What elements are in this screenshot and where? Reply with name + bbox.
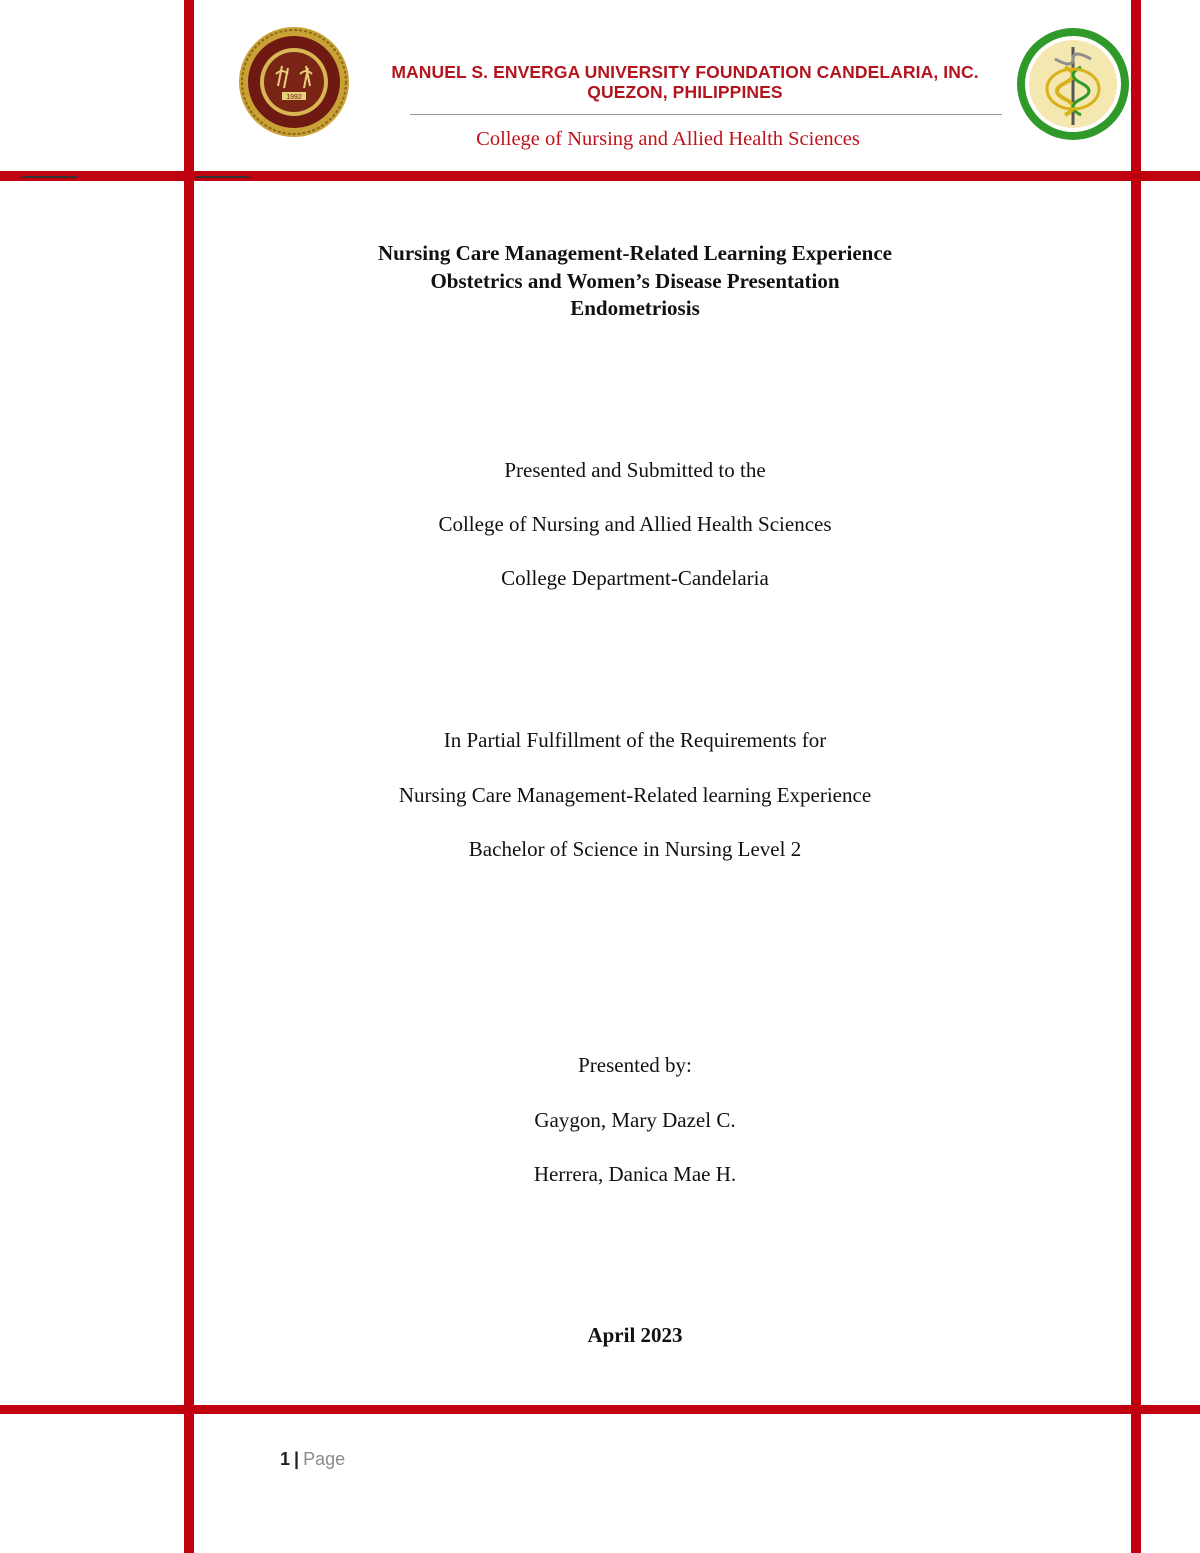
title-line: Obstetrics and Women’s Disease Presentation: [430, 268, 840, 293]
frame-tick: [1136, 98, 1138, 114]
document-date: April 2023: [587, 1323, 683, 1347]
presenter-name: Gaygon, Mary Dazel C.: [534, 1108, 736, 1132]
presented-by-label: Presented by:: [578, 1053, 692, 1077]
page-label: Page: [303, 1449, 346, 1469]
frame-tick: [1136, 1446, 1138, 1462]
header-rule-stub: [22, 176, 77, 178]
frame-tick: [1136, 1110, 1138, 1126]
document-title: [250, 240, 1020, 323]
frame-tick: [1136, 730, 1138, 746]
header-rule-stub: [195, 176, 250, 178]
frame-top-line: [0, 171, 1200, 181]
submission-line: College of Nursing and Allied Health Sciences: [438, 512, 832, 536]
submission-line: Presented and Submitted to the: [504, 458, 766, 482]
university-name: MANUEL S. ENVERGA UNIVERSITY FOUNDATION CANDELARIA, INC. QUEZON, PHILIPPINES: [391, 62, 979, 102]
presenter-name: Herrera, Danica Mae H.: [533, 1162, 737, 1186]
header-rule: [410, 114, 1002, 115]
frame-tick: [1136, 395, 1138, 411]
fulfillment-line: Bachelor of Science in Nursing Level 2: [468, 837, 802, 861]
frame-tick: [1136, 58, 1138, 74]
fulfillment-line: In Partial Fulfillment of the Requirements for: [443, 728, 827, 752]
frame-tick: [1136, 436, 1138, 452]
page-footer: [280, 1449, 345, 1470]
submission-line: College Department-Candelaria: [501, 566, 769, 590]
frame-bottom-line: [0, 1405, 1200, 1414]
title-line: Endometriosis: [570, 296, 700, 320]
frame-tick: [1136, 1068, 1138, 1084]
page-separator: |: [294, 1449, 300, 1469]
frame-tick: [1136, 771, 1138, 787]
frame-left-line: [184, 0, 194, 1553]
svg-text:1992: 1992: [286, 94, 302, 101]
college-heading: College of Nursing and Allied Health Sciences: [476, 128, 860, 150]
nursing-college-seal-logo: [1015, 27, 1131, 141]
page-number: 1: [280, 1449, 291, 1469]
fulfillment-line: Nursing Care Management-Related learning Experience: [398, 783, 872, 807]
title-line: Nursing Care Management-Related Learning Experience: [377, 241, 893, 265]
